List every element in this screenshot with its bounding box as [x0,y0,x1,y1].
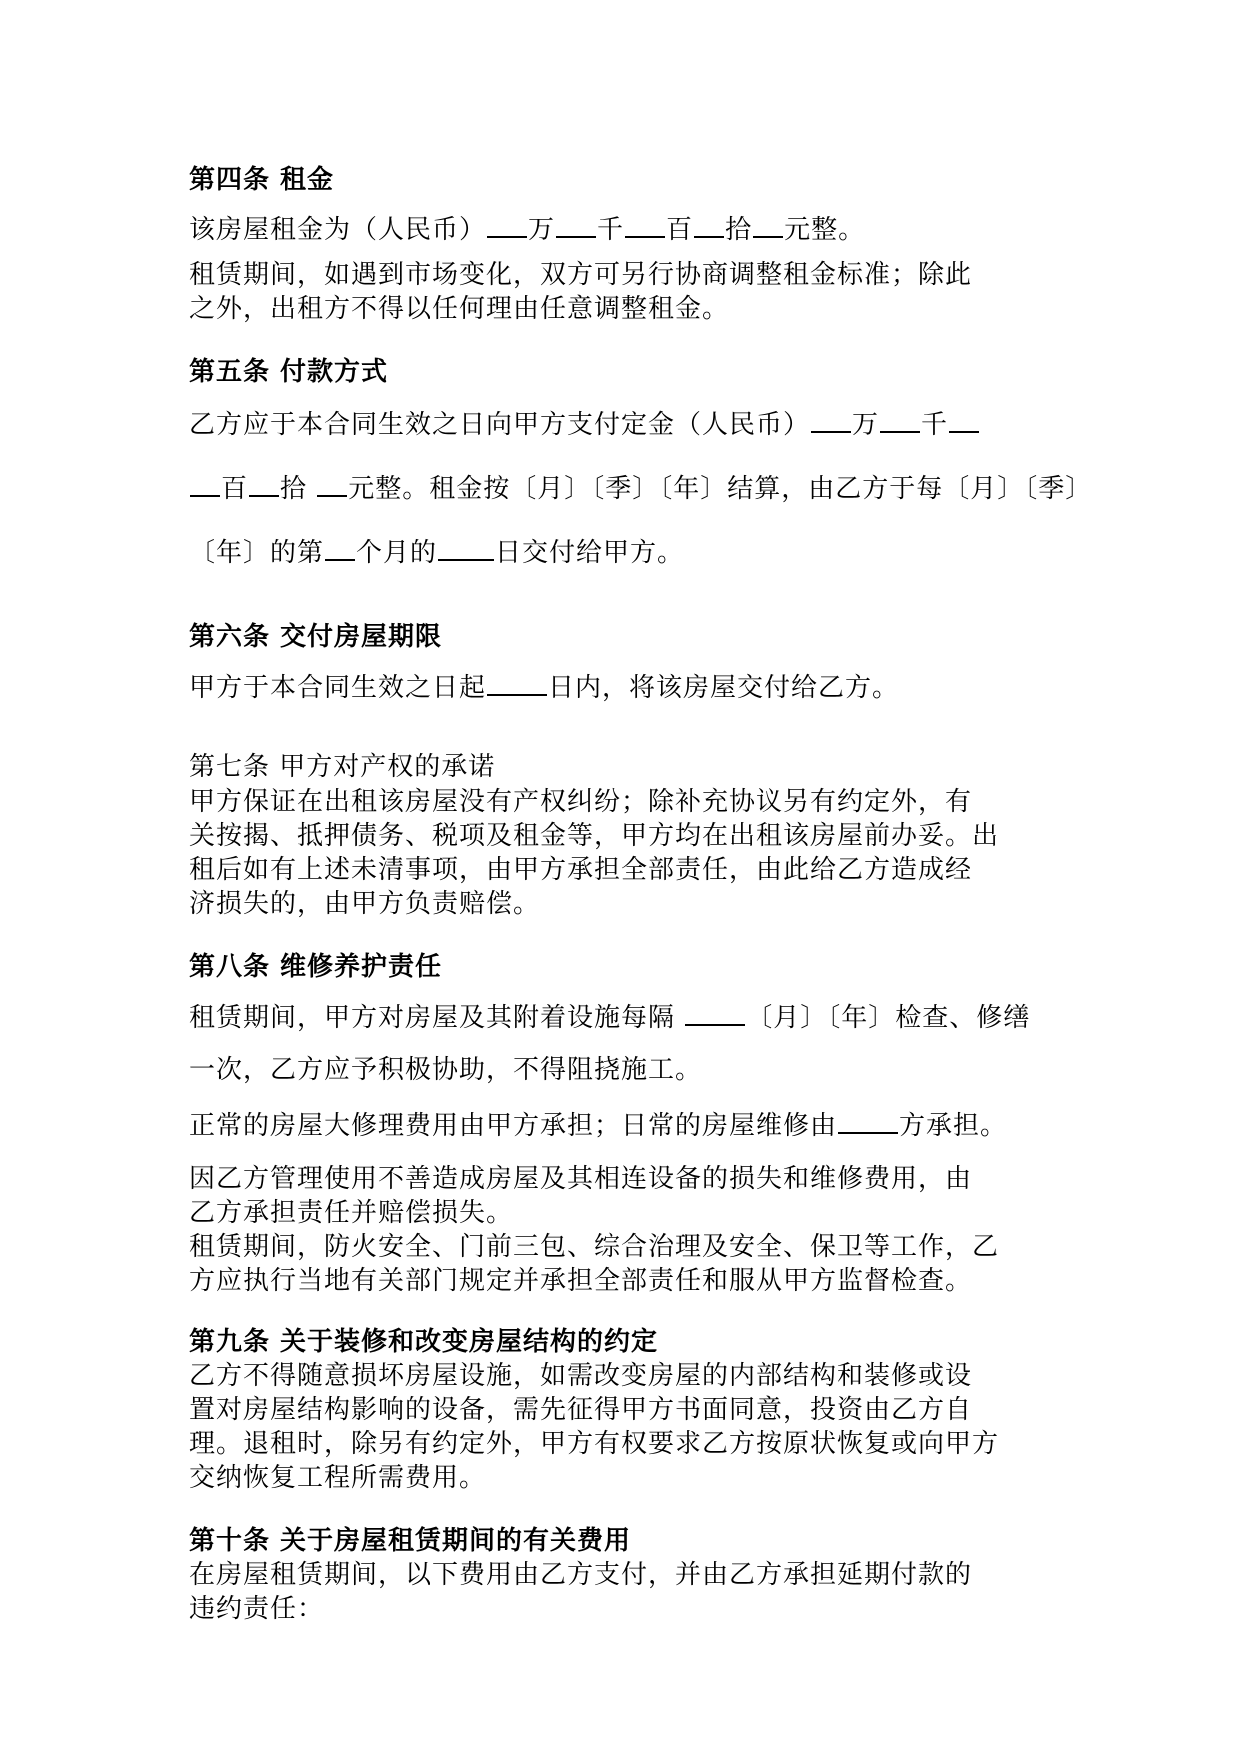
article-8-para1-line2: 一次，乙方应予积极协助，不得阻挠施工。 [189,1055,703,1085]
unit-bai: 百 [221,474,249,504]
blank-line [190,471,220,497]
article-4-title: 第四条 租金 [189,165,335,195]
article-9-line4: 交纳恢复工程所需费用。 [189,1463,487,1493]
payment-text-a: 〔年〕的第 [189,538,325,568]
delivery-text-a: 甲方于本合同生效之日起 [189,673,487,703]
blank-line [880,407,920,433]
rent-text: 该房屋租金为（人民币） [189,215,487,245]
inspection-text-b: 〔月〕〔年〕检查、修缮 [746,1003,1031,1033]
blank-line [438,535,494,561]
article-6-line1 [189,670,1069,705]
article-4-para2-line2: 之外，出租方不得以任何理由任意调整租金。 [189,294,730,324]
article-7-line2: 关按揭、抵押债务、税项及租金等，甲方均在出租该房屋前办妥。出 [189,821,1000,851]
article-7-line3: 租后如有上述未清事项，由甲方承担全部责任，由此给乙方造成经 [189,855,973,885]
article-5-line2 [189,471,1093,506]
article-5-line1 [189,407,1069,442]
unit-yuan: 元整。 [784,215,866,245]
blank-line [487,212,527,238]
article-9-line3: 理。退租时，除另有约定外，甲方有权要求乙方按原状恢复或向甲方 [189,1429,1000,1459]
payment-text-c: 日交付给甲方。 [495,538,685,568]
repair-text-a: 正常的房屋大修理费用由甲方承担；日常的房屋维修由 [189,1111,838,1141]
blank-line [811,407,851,433]
article-7-line1: 甲方保证在出租该房屋没有产权纠纷；除补充协议另有约定外，有 [189,787,973,817]
deposit-text: 乙方应于本合同生效之日向甲方支付定金（人民币） [189,410,811,440]
article-4-rent-amount [189,212,1069,247]
article-8-para3-line2: 乙方承担责任并赔偿损失。 [189,1198,514,1228]
blank-line [694,212,724,238]
unit-wan: 万 [852,410,880,440]
unit-qian: 千 [597,215,625,245]
payment-text-b: 个月的 [356,538,438,568]
inspection-text-a: 租赁期间，甲方对房屋及其附着设施每隔 [189,1003,685,1033]
article-5-line3 [189,535,1069,570]
article-7-title: 第七条 甲方对产权的承诺 [189,752,496,782]
settlement-text: 元整。租金按〔月〕〔季〕〔年〕结算，由乙方于每〔月〕〔季〕 [348,474,1093,504]
repair-text-b: 方承担。 [899,1111,1008,1141]
article-10-line2: 违约责任： [189,1594,325,1624]
article-9-title: 第九条 关于装修和改变房屋结构的约定 [189,1327,659,1357]
article-8-para4-line1: 租赁期间，防火安全、门前三包、综合治理及安全、保卫等工作，乙 [189,1232,1000,1262]
unit-qian: 千 [921,410,949,440]
blank-line [685,1000,745,1026]
article-9-line2: 置对房屋结构影响的设备，需先征得甲方书面同意，投资由乙方自 [189,1395,973,1425]
article-8-para4-line2: 方应执行当地有关部门规定并承担全部责任和服从甲方监督检查。 [189,1266,973,1296]
blank-line [753,212,783,238]
article-7-line4: 济损失的，由甲方负责赔偿。 [189,889,541,919]
blank-line [317,471,347,497]
blank-line [949,407,979,433]
article-8-para2 [189,1108,1069,1143]
blank-line [487,670,547,696]
article-8-title: 第八条 维修养护责任 [189,952,443,982]
article-4-para2-line1: 租赁期间，如遇到市场变化，双方可另行协商调整租金标准；除此 [189,260,973,290]
unit-bai: 百 [666,215,694,245]
blank-line [556,212,596,238]
article-10-title: 第十条 关于房屋租赁期间的有关费用 [189,1526,632,1556]
article-8-para1-line1 [189,1000,1069,1035]
unit-wan: 万 [528,215,556,245]
article-5-title: 第五条 付款方式 [189,357,389,387]
article-6-title: 第六条 交付房屋期限 [189,622,443,652]
blank-line [249,471,279,497]
delivery-text-b: 日内，将该房屋交付给乙方。 [548,673,900,703]
article-8-para3-line1: 因乙方管理使用不善造成房屋及其相连设备的损失和维修费用，由 [189,1164,973,1194]
unit-shi: 拾 [725,215,753,245]
blank-line [325,535,355,561]
unit-shi: 拾 [280,474,317,504]
blank-line [838,1108,898,1134]
article-9-line1: 乙方不得随意损坏房屋设施，如需改变房屋的内部结构和装修或设 [189,1361,973,1391]
article-10-line1: 在房屋租赁期间，以下费用由乙方支付，并由乙方承担延期付款的 [189,1560,973,1590]
blank-line [625,212,665,238]
